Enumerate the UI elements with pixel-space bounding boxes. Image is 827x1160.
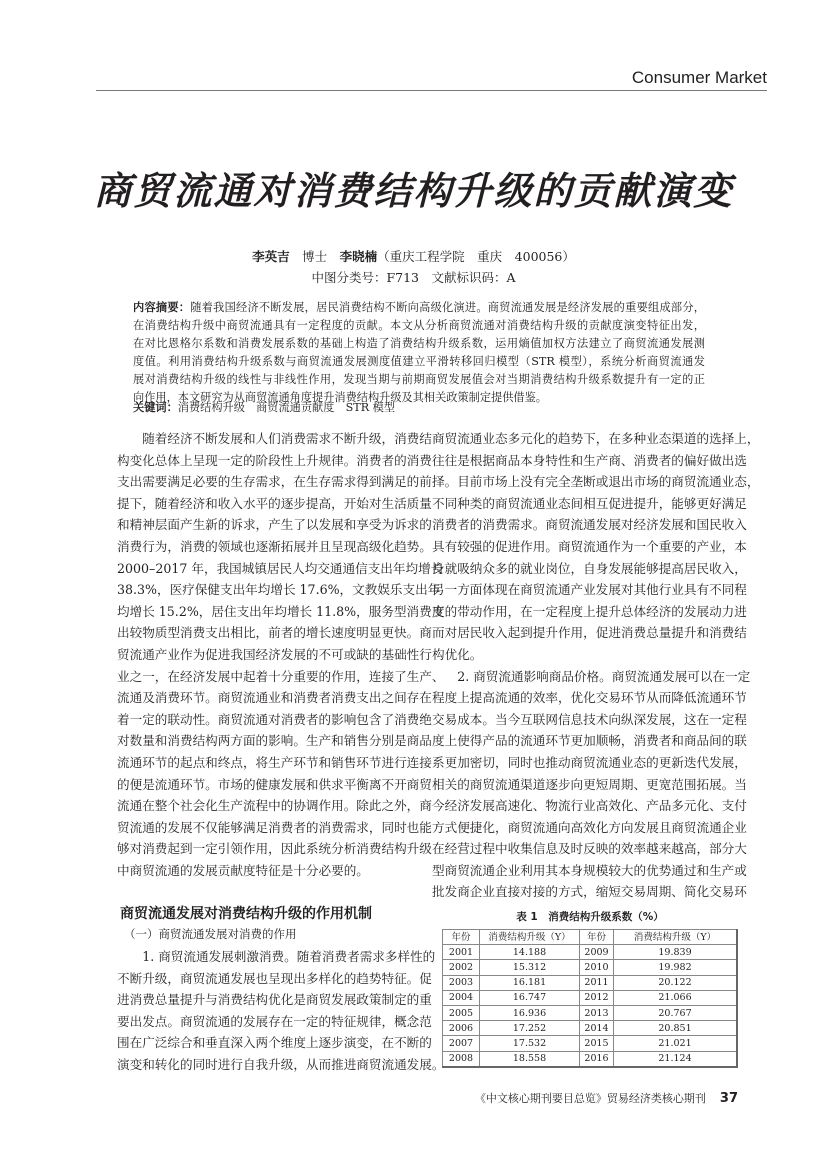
- text-line: 程度上提高流通的效率，优化交易环节从而降低流通环节: [432, 690, 747, 706]
- table-cell: 16.181: [480, 975, 580, 990]
- text-line: 1. 商贸流通发展刺激消费。随着消费者需求多样性的: [142, 949, 436, 964]
- table-cell: 2007: [443, 1036, 480, 1051]
- running-header: Consumer Market: [631, 68, 767, 87]
- text-line: 往往是根据商品本身特性和生产商、消费者的偏好做出选: [432, 452, 747, 468]
- table-cell: 21.124: [614, 1051, 738, 1067]
- text-line: 今经济发展高速化、物流行业高效化、产品多元化、支付: [432, 798, 747, 814]
- table-cell: 2008: [443, 1051, 480, 1067]
- author-name: 李英吉: [252, 249, 290, 264]
- table-cell: 2012: [580, 990, 614, 1005]
- abstract-text: 在消费结构升级中商贸流通具有一定程度的贡献。本文从分析商贸流通对消费结构升级的贡献度演变特征出发，: [133, 319, 705, 332]
- table-cell: 2002: [443, 960, 480, 975]
- text-line: 度的带动作用，在一定程度上提升总体经济的发展动力进: [432, 603, 747, 619]
- abstract-line: [133, 299, 705, 317]
- table-cell: 21.066: [614, 990, 738, 1005]
- abstract-text: 在对比恩格尔系数和消费发展系数的基础上构造了消费结构升级系数，运用熵值加权方法建立了商贸流通发展测: [133, 337, 705, 350]
- text-line: 交易成本。当今互联网信息技术向纵深发展，这在一定程: [432, 711, 747, 727]
- text-line: 支出需要满足必要的生存需求，在生存需求得到满足的前: [117, 474, 432, 490]
- text-line: 对数量和消费结构两方面的影响。生产和销售分别是商品: [117, 733, 432, 749]
- text-line: 围在广泛综合和垂直深入两个维度上逐步演变，在不断的: [117, 1035, 432, 1051]
- author-line: [0, 247, 827, 265]
- text-line: 不断升级，商贸流通发展也呈现出多样化的趋势特征。促: [117, 970, 432, 986]
- header-divider: [96, 90, 767, 91]
- text-line: 够对消费起到一定引领作用，因此系统分析消费结构升级: [117, 841, 432, 857]
- text-line: 贸流通产业作为促进我国经济发展的不可或缺的基础性行: [117, 646, 432, 662]
- text-line: 商贸流通业态多元化的趋势下，在多种业态渠道的选择上，: [432, 431, 760, 446]
- text-line: 贸流通的发展不仅能够满足消费者的消费需求，同时也能: [117, 819, 432, 835]
- left-column-body: [117, 428, 445, 881]
- data-table: [442, 929, 738, 1068]
- page-footer: [475, 1090, 738, 1106]
- text-line: 相关的商贸流通渠道逐步向更短周期、更宽范围拓展。当: [432, 776, 747, 792]
- text-line: 演变和转化的同时进行自我升级，从而推进商贸流通发展。: [117, 1056, 445, 1072]
- text-line: 业之一，在经济发展中起着十分重要的作用，连接了生产、: [117, 668, 445, 684]
- abstract-line: [133, 371, 705, 389]
- table-row: [443, 975, 738, 990]
- text-line: 具有较强的促进作用。商贸流通作为一个重要的产业，本: [432, 538, 747, 554]
- table-cell: 21.021: [614, 1036, 738, 1051]
- text-line: 流通环节的起点和终点，将生产环节和销售环节进行连接: [117, 754, 432, 770]
- author-affiliation: （重庆工程学院 重庆 400056）: [377, 249, 575, 264]
- author-degree: 博士: [302, 249, 328, 264]
- text-line: 进消费总量提升与消费结构优化是商贸发展政策制定的重: [117, 992, 432, 1008]
- table-row: [443, 1036, 738, 1051]
- table-header-cell: 年份: [443, 930, 480, 945]
- text-line: 均增长 15.2%，居住支出年均增长 11.8%，服务型消费支: [117, 603, 445, 619]
- text-line: 消费行为，消费的领域也逐渐拓展并且呈现高级化趋势。: [117, 538, 432, 554]
- abstract-label: 内容摘要：: [133, 301, 191, 314]
- table-cell: 15.312: [480, 960, 580, 975]
- text-line: 流通在整个社会化生产流程中的协调作用。除此之外，商: [117, 798, 432, 814]
- abstract-text: 向作用，本文研究为从商贸流通角度提升消费结构升级及其相关政策制定提供借鉴。: [133, 391, 547, 404]
- table-cell: 17.252: [480, 1021, 580, 1036]
- table-row: [443, 945, 738, 960]
- text-line: 2000–2017 年，我国城镇居民人均交通通信支出年均增长: [117, 560, 444, 576]
- page-number: 37: [719, 1091, 738, 1106]
- table-caption: 表 1 消费结构升级系数（%）: [516, 911, 664, 923]
- text-line: 消费者的消费需求。商贸流通发展对经济发展和国民收入: [432, 517, 747, 533]
- table-cell: 2013: [580, 1005, 614, 1020]
- keywords: [133, 399, 395, 415]
- table-row: [443, 1021, 738, 1036]
- text-line: 另一方面体现在商贸流通产业发展对其他行业具有不同程: [432, 582, 747, 598]
- text-line: 中商贸流通的发展贡献度特征是十分必要的。: [117, 862, 369, 878]
- text-line: 随着经济不断发展和人们消费需求不断升级，消费结: [142, 431, 432, 446]
- table-row: [443, 1005, 738, 1020]
- text-line: 型商贸流通企业利用其本身规模较大的优势通过和生产或: [432, 862, 747, 878]
- keywords-label: 关键词：: [133, 401, 178, 414]
- text-line: 和精神层面产生新的诉求，产生了以发展和享受为诉求的: [117, 517, 432, 533]
- table-cell: 20.851: [614, 1021, 738, 1036]
- table-cell: 20.767: [614, 1005, 738, 1020]
- right-column-body: [432, 428, 760, 903]
- text-line: 择。目前市场上没有完全垄断或退出市场的商贸流通业态，: [432, 474, 760, 490]
- table-header-row: [443, 930, 738, 945]
- table-cell: 2001: [443, 945, 480, 960]
- text-line: 身就吸纳众多的就业岗位，自身发展能够提高居民收入，: [432, 560, 747, 576]
- text-line: 在经营过程中收集信息及时反映的效率越来越高，部分大: [432, 841, 747, 857]
- table-cell: 2004: [443, 990, 480, 1005]
- text-line: 度上使得产品的流通环节更加顺畅，消费者和商品间的联: [432, 733, 747, 749]
- table-row: [443, 960, 738, 975]
- text-line: 出较物质型消费支出相比，前者的增长速度明显更快。商: [117, 625, 432, 641]
- table-cell: 2016: [580, 1051, 614, 1067]
- keywords-text: 消费结构升级 商贸流通贡献度 STR 模型: [177, 401, 396, 414]
- table-cell: 16.936: [480, 1005, 580, 1020]
- abstract-text: 度值。利用消费结构升级系数与商贸流通发展测度值建立平滑转移回归模型（STR 模型），系统分析商贸流通发: [133, 355, 705, 368]
- table-cell: 2006: [443, 1021, 480, 1036]
- left-column-body-2: [117, 946, 445, 1076]
- text-line: 着一定的联动性。商贸流通对消费者的影响包含了消费绝: [117, 711, 432, 727]
- table-cell: 20.122: [614, 975, 738, 990]
- table-header-cell: 消费结构升级（Y）: [480, 930, 580, 945]
- table-cell: 19.982: [614, 960, 738, 975]
- text-line: 的便是流通环节。市场的健康发展和供求平衡离不开商贸: [117, 776, 432, 792]
- table-cell: 2010: [580, 960, 614, 975]
- table-row: [443, 1051, 738, 1067]
- abstract-text: 随着我国经济不断发展，居民消费结构不断向高级化演进。商贸流通发展是经济发展的重要组成部分，: [190, 301, 705, 314]
- text-line: 批发商企业直接对接的方式，缩短交易周期、简化交易环: [432, 884, 747, 900]
- table-header-cell: 消费结构升级（Y）: [614, 930, 738, 945]
- subsection-heading: （一）商贸流通发展对消费的作用: [124, 927, 297, 941]
- table-cell: 17.532: [480, 1036, 580, 1051]
- journal-name: 《中文核心期刊要目总览》贸易经济类核心期刊: [474, 1092, 706, 1105]
- text-line: 提下，随着经济和收入水平的逐步提高，开始对生活质量: [117, 495, 432, 511]
- article-title: 商贸流通对消费结构升级的贡献演变: [93, 168, 734, 213]
- table-row: [443, 990, 738, 1005]
- table-cell: 14.188: [480, 945, 580, 960]
- text-line: 方式便捷化，商贸流通向高效化方向发展且商贸流通企业: [432, 819, 747, 835]
- abstract-line: [133, 353, 705, 371]
- table-cell: 2014: [580, 1021, 614, 1036]
- table-cell: 16.747: [480, 990, 580, 1005]
- table-cell: 18.558: [480, 1051, 580, 1067]
- text-line: 构优化。: [432, 646, 483, 662]
- table-cell: 2005: [443, 1005, 480, 1020]
- table-cell: 2009: [580, 945, 614, 960]
- section-heading: 商贸流通发展对消费结构升级的作用机制: [120, 906, 372, 922]
- abstract-line: [133, 335, 705, 353]
- table-cell: 19.839: [614, 945, 738, 960]
- table-header-cell: 年份: [580, 930, 614, 945]
- author-name: 李晓楠: [339, 249, 378, 264]
- text-line: 不同种类的商贸流通业态间相互促进提升，能够更好满足: [432, 495, 747, 511]
- text-line: 而对居民收入起到提升作用，促进消费总量提升和消费结: [432, 625, 747, 641]
- text-line: 要出发点。商贸流通的发展存在一定的特征规律，概念范: [117, 1013, 432, 1029]
- text-line: 38.3%，医疗保健支出年均增长 17.6%，文教娱乐支出年: [117, 582, 441, 598]
- table-cell: 2011: [580, 975, 614, 990]
- text-line: 构变化总体上呈现一定的阶段性上升规律。消费者的消费: [117, 452, 432, 468]
- abstract-line: [133, 317, 705, 335]
- table-cell: 2003: [443, 975, 480, 990]
- table-cell: 2015: [580, 1036, 614, 1051]
- abstract-text: 展对消费结构升级的线性与非线性作用，发现当期与前期商贸发展值会对当期消费结构升级系数提升有一定的正: [133, 373, 705, 386]
- classification-code: 中图分类号：F713 文献标识码：A: [311, 270, 516, 285]
- abstract: [133, 299, 705, 407]
- text-line: 系更加密切，同时也推动商贸流通业态的更新迭代发展，: [432, 754, 747, 770]
- text-line: 流通及消费环节。商贸流通业和消费者消费支出之间存在: [117, 690, 432, 706]
- text-line: 2. 商贸流通影响商品价格。商贸流通发展可以在一定: [457, 668, 751, 684]
